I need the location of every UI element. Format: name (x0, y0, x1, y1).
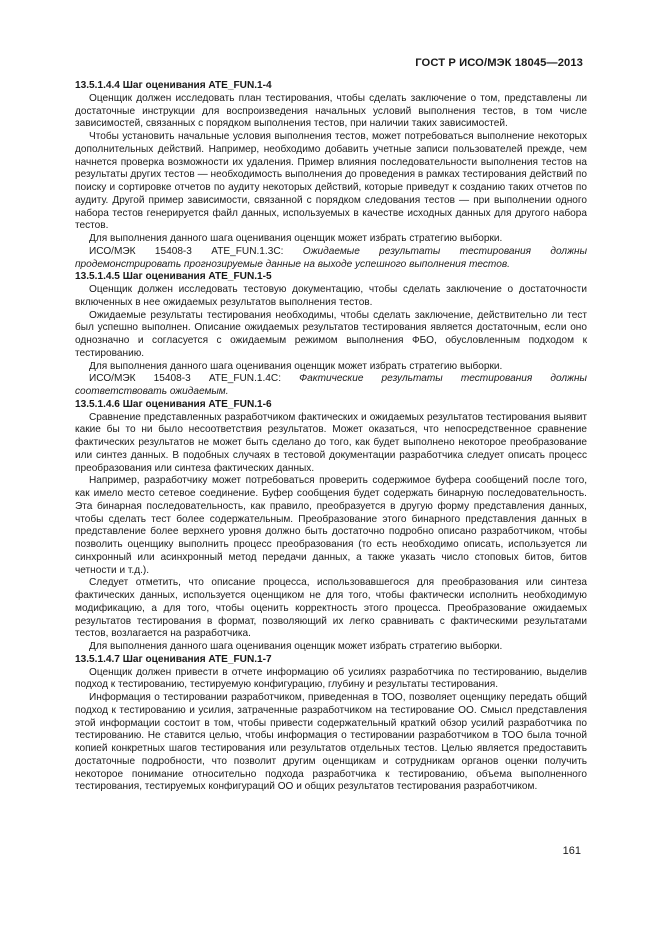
section-heading: 13.5.1.4.7 Шаг оценивания ATE_FUN.1-7 (75, 653, 272, 665)
reference-requirement-text: Ожидаемые результаты тестирования должны продемонстрировать прогнозируемые данные на выходе успешного выполнения тестов. (75, 245, 587, 270)
reference-id: ИСО/МЭК 15408-3 ATE_FUN.1.3C: (89, 245, 303, 257)
body-paragraph: Оценщик должен исследовать план тестирования, чтобы сделать заключение о том, представлены ли достаточные инструкции для воспроизведения начальных условий выполнения тестов, в том числе зависимостей, связанных с порядком выполнения тестов, при наличии таких зависимостей. (75, 92, 587, 130)
body-paragraph: Чтобы установить начальные условия выполнения тестов, может потребоваться выполнение некоторых дополнительных действий. Например, необходимо добавить учетные записи пользователей прежде, чем начнется проверка возможности их удаления. Пример влияния последовательности выполнения тестов на результаты других тестов — необходимость выполнения до проведения в рамках тестирования действий по поиску и сортировке отчетов по аудиту некоторых действий, которые приведут к созданию таких отчетов по аудиту. Другой пример зависимости, связанной с порядком следования тестов — при выполнении одного набора тестов генерируется файл данных, используемых в качестве исходных данных для другого набора тестов. (75, 131, 587, 232)
section-heading: 13.5.1.4.6 Шаг оценивания ATE_FUN.1-6 (75, 398, 272, 410)
section-heading: 13.5.1.4.5 Шаг оценивания ATE_FUN.1-5 (75, 271, 272, 283)
body-paragraph: Оценщик должен привести в отчете информацию об усилиях разработчика по тестированию, выделив подход к тестированию, тестируемую конфигурацию, глубину и результаты тестирования. (75, 666, 587, 691)
body-paragraph: Например, разработчику может потребоваться проверить содержимое буфера сообщений после того, как имело место сетевое соединение. Буфер сообщения будет содержать бинарную последовательность. Эта бинарная последовательность, как правило, преобразуется в другую форму представления данных, чтобы сделать тест более содержательным. Преобразование этого бинарного представления данных в представление более верхнего уровня должно быть достаточно подробно описано разработчиком, чтобы позволить оценщику выполнить процесс преобразования (то есть необходимо описать, используется ли синхронный или асинхронный метод передачи данных, а также указать число стоповых битов, битов четности и т.д.). (75, 475, 587, 576)
body-paragraph: Для выполнения данного шага оценивания оценщик может избрать стратегию выборки. (89, 233, 503, 244)
reference-id: ИСО/МЭК 15408-3 ATE_FUN.1.4C: (89, 373, 300, 385)
body-paragraph: Оценщик должен исследовать тестовую документацию, чтобы сделать заключение о достаточности включенных в нее ожидаемых результатов выполнения тестов. (75, 284, 587, 308)
reference-requirement-text: Фактические результаты тестирования должны соответствовать ожидаемым. (75, 373, 587, 397)
body-paragraph: Следует отметить, что описание процесса, использовавшегося для преобразования или синтеза фактических данных, используется оценщиком не для того, чтобы фактически исполнить необходимую модификацию, а для того, чтобы оценить корректность этого процесса. Преобразование ожидаемых результатов тестирования в формат, позволяющий их легко сравнивать с фактическими результатами тестов, возлагается на разработчика. (75, 577, 587, 640)
body-paragraph: Для выполнения данного шага оценивания оценщик может избрать стратегию выборки. (89, 360, 503, 372)
body-paragraph: Сравнение представленных разработчиком фактических и ожидаемых результатов тестирования выявит какие бы то ни было несоответствия результатов. Может оказаться, что непосредственное сравнение фактических результатов не может быть сделано до того, как будет выполнено некоторое преобразование или синтез данных. В подобных случаях в тестовой документации разработчика следует описать процесс преобразования или синтеза фактических данных. (75, 411, 587, 474)
section-heading: 13.5.1.4.4 Шаг оценивания ATE_FUN.1-4 (75, 80, 272, 91)
document-header: ГОСТ Р ИСО/МЭК 18045—2013 (415, 57, 583, 69)
requirement-reference (75, 246, 587, 272)
body-paragraph: Ожидаемые результаты тестирования необходимы, чтобы сделать заключение, действительно ли тест был успешно выполнен. Описание ожидаемых результатов тестирования является достаточным, если оно однозначно и согласуется с ожидаемым режимом выполнения ФБО, обусловленным подходом к тестированию. (75, 309, 587, 359)
body-paragraph: Информация о тестировании разработчиком, приведенная в ТОО, позволяет оценщику передать общий подход к тестированию и усилия, затраченные разработчиком на тестирование ОО. Смысл представления этой информации состоит в том, чтобы привести содержательный краткий обзор усилий разработчика по тестированию. Не ставится целью, чтобы информация о тестировании разработчиком в ТОО была точной копией конкретных шагов тестирования или результатов отдельных тестов. Целью является предоставить достаточные подробности, что позволит другим оценщикам и сотрудникам органов оценки получить некоторое понимание относительно подхода разработчика к тестированию, объема выполненного тестирования, тестируемых конфигураций ОО и общих результатов тестирования разработчиком. (75, 692, 587, 793)
page-number: 161 (562, 845, 581, 857)
document-body (75, 80, 587, 794)
body-paragraph: Для выполнения данного шага оценивания оценщик может избрать стратегию выборки. (89, 641, 503, 652)
requirement-reference (75, 373, 587, 399)
